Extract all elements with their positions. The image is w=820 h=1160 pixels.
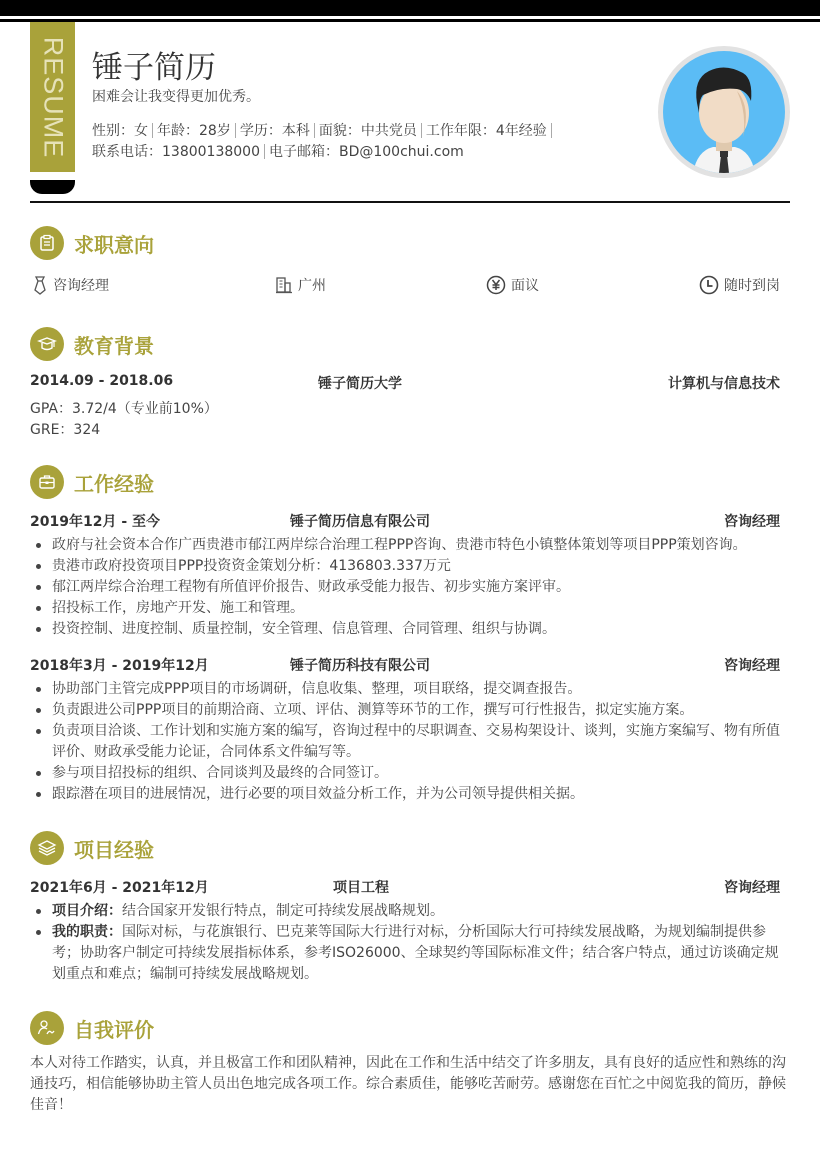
bullet-label: 项目介绍： — [52, 903, 122, 919]
divider — [152, 123, 153, 138]
section-header-work — [30, 465, 154, 499]
basic-info-line — [92, 120, 556, 140]
project-period: 2021年6月 - 2021年12月 — [30, 880, 209, 896]
section-title: 工作经验 — [74, 471, 154, 496]
list-item — [30, 922, 790, 985]
job-intent-row — [30, 275, 790, 297]
clipboard-icon — [30, 226, 64, 260]
banner-text: RESUME — [38, 36, 69, 158]
list-item: 协助部门主管完成PPP项目的市场调研，信息收集、整理，项目联络，提交调查报告。 — [30, 679, 790, 700]
divider — [421, 123, 422, 138]
project-role: 咨询经理 — [724, 880, 780, 896]
section-header-intent — [30, 226, 154, 260]
job-bullets — [30, 679, 790, 805]
school-name: 锤子简历大学 — [318, 376, 402, 392]
section-header-education — [30, 327, 154, 361]
list-item: 参与项目招投标的组织、合同谈判及最终的合同签订。 — [30, 763, 790, 784]
yen-icon — [486, 275, 506, 295]
info-age: 年龄：28岁 — [157, 123, 231, 139]
divider — [314, 123, 315, 138]
contact-info-line — [92, 141, 464, 161]
tie-icon — [32, 275, 48, 295]
intent-label: 面议 — [511, 278, 539, 294]
avatar-person-icon — [663, 51, 785, 173]
divider — [551, 123, 552, 138]
job-row — [30, 511, 780, 531]
list-item: 郁江两岸综合治理工程物有所值评价报告、财政承受能力报告、初步实施方案评审。 — [30, 577, 790, 598]
divider — [264, 144, 265, 159]
major: 计算机与信息技术 — [668, 376, 780, 392]
job-period: 2019年12月 - 至今 — [30, 514, 161, 530]
layers-icon — [30, 831, 64, 865]
graduation-cap-icon — [30, 327, 64, 361]
top-black-bar — [0, 0, 820, 16]
section-title: 项目经验 — [74, 837, 154, 862]
intent-label: 随时到岗 — [724, 278, 780, 294]
list-item: 投资控制、进度控制、质量控制，安全管理、信息管理、合同管理、组织与协调。 — [30, 619, 790, 640]
candidate-name: 锤子简历 — [92, 50, 216, 86]
motto: 困难会让我变得更加优秀。 — [92, 89, 260, 105]
section-title: 自我评价 — [74, 1017, 154, 1042]
job-bullets — [30, 535, 790, 640]
bullet-text: 国际对标，与花旗银行、巴克莱等国际大行进行对标，分析国际大行可持续发展战略，为规划编制提供参考；协助客户制定可持续发展指标体系，参考ISO26000、全球契约等国际标准文件；结合客户特点，通过访谈确定规划重点和难点；编制可持续发展战略规划。 — [52, 924, 779, 982]
info-years: 工作年限：4年经验 — [425, 123, 547, 139]
gre: GRE：324 — [30, 422, 101, 438]
list-item: 负责跟进公司PPP项目的前期洽商、立项、评估、测算等环节的工作，撰写可行性报告，拟定实施方案。 — [30, 700, 790, 721]
building-icon — [275, 276, 293, 294]
info-degree: 学历：本科 — [239, 123, 310, 139]
avatar — [658, 46, 790, 178]
person-sign-icon — [30, 1011, 64, 1045]
header-divider — [30, 201, 790, 203]
section-title: 教育背景 — [74, 333, 154, 358]
top-rule — [0, 19, 820, 22]
project-row — [30, 877, 780, 897]
section-title: 求职意向 — [74, 232, 154, 257]
job-role: 咨询经理 — [724, 658, 780, 674]
info-email[interactable]: 电子邮箱：BD@100chui.com — [268, 144, 464, 160]
info-gender: 性别：女 — [92, 123, 148, 139]
list-item: 负责项目洽谈、工作计划和实施方案的编写，咨询过程中的尽职调查、交易构架设计、谈判，实施方案编写、物有所值评价、财政承受能力论证，合同体系文件编写等。 — [30, 721, 790, 763]
banner-cap — [30, 180, 75, 194]
list-item: 政府与社会资本合作广西贵港市郁江两岸综合治理工程PPP咨询、贵港市特色小镇整体策划等项目PPP策划咨询。 — [30, 535, 790, 556]
project-bullets — [30, 901, 790, 985]
list-item: 贵港市政府投资项目PPP投资资金策划分析：4136803.337万元 — [30, 556, 790, 577]
info-political: 面貌：中共党员 — [318, 123, 417, 139]
resume-banner — [30, 22, 75, 172]
intent-availability — [699, 275, 780, 295]
intent-city — [275, 275, 326, 295]
intent-salary — [486, 275, 539, 295]
bullet-label: 我的职责： — [52, 924, 122, 940]
divider — [235, 123, 236, 138]
project-name: 项目工程 — [333, 880, 389, 896]
intent-position — [32, 275, 109, 295]
job-role: 咨询经理 — [724, 514, 780, 530]
intent-label: 咨询经理 — [53, 278, 109, 294]
list-item: 跟踪潜在项目的进展情况，进行必要的项目效益分析工作，并为公司领导提供相关据。 — [30, 784, 790, 805]
self-evaluation-text: 本人对待工作踏实，认真，并且极富工作和团队精神，因此在工作和生活中结交了许多朋友，具有良好的适应性和熟练的沟通技巧，相信能够协助主管人员出色地完成各项工作。综合素质佳，能够吃苦耐劳。感谢您在百忙之中阅览我的简历，静候佳音！ — [30, 1055, 786, 1113]
section-header-project — [30, 831, 154, 865]
briefcase-icon — [30, 465, 64, 499]
section-header-self — [30, 1011, 154, 1045]
job-period: 2018年3月 - 2019年12月 — [30, 658, 209, 674]
company-name: 锤子简历科技有限公司 — [290, 658, 430, 674]
clock-icon — [699, 275, 719, 295]
education-row — [30, 373, 780, 393]
intent-label: 广州 — [298, 278, 326, 294]
education-period: 2014.09 - 2018.06 — [30, 373, 174, 389]
list-item: 招投标工作，房地产开发、施工和管理。 — [30, 598, 790, 619]
job-row — [30, 655, 780, 675]
company-name: 锤子简历信息有限公司 — [290, 514, 430, 530]
info-phone: 联系电话：13800138000 — [92, 144, 260, 160]
bullet-text: 结合国家开发银行特点，制定可持续发展战略规划。 — [122, 903, 444, 919]
gpa: GPA：3.72/4（专业前10%） — [30, 401, 218, 417]
list-item — [30, 901, 790, 922]
